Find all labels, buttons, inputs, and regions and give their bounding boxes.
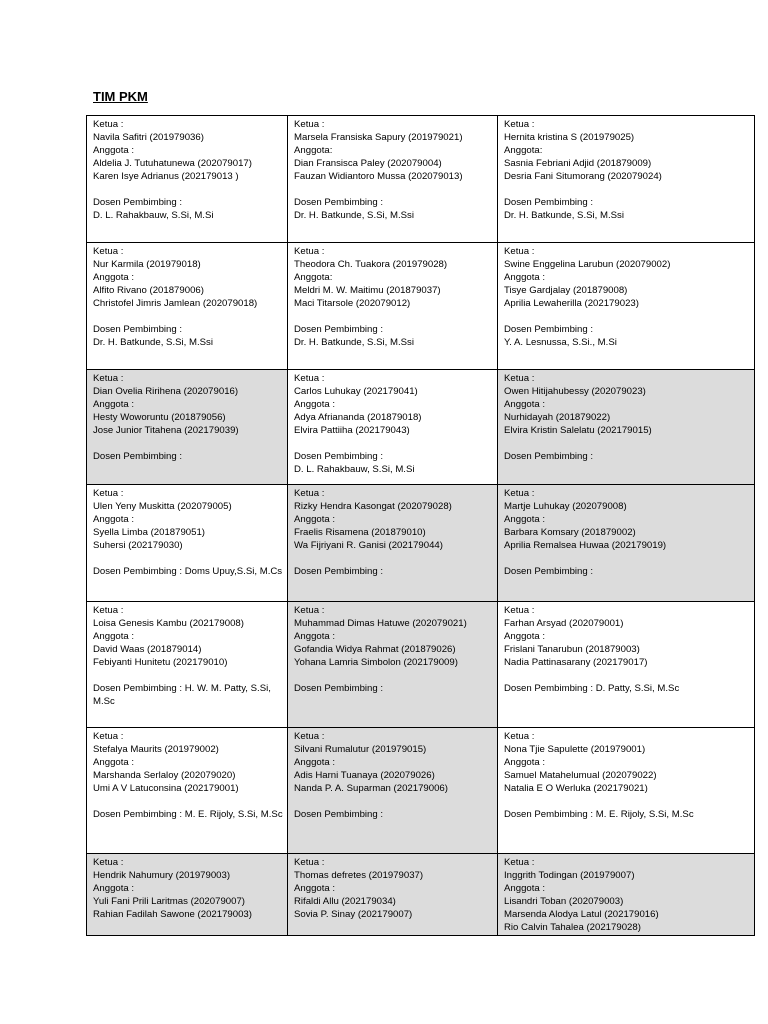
- anggota-name: Syella Limba (201879051): [93, 527, 206, 538]
- anggota-name: Sasnia Febriani Adjid (201879009): [504, 158, 652, 169]
- ketua-label: Ketua :: [294, 246, 325, 257]
- table-row: [87, 854, 755, 936]
- team-cell: [498, 602, 755, 728]
- ketua-name: Nur Karmila (201979018): [93, 259, 201, 270]
- team-cell: [87, 485, 288, 602]
- ketua-label: Ketua :: [504, 857, 535, 868]
- table-row: [87, 728, 755, 854]
- anggota-name: Barbara Komsary (201879002): [504, 527, 636, 538]
- dosen-name: Dr. H. Batkunde, S.Si, M.Ssi: [504, 210, 624, 221]
- anggota-label: Anggota:: [294, 145, 333, 156]
- ketua-label: Ketua :: [294, 119, 325, 130]
- anggota-name: Rifaldi Allu (202179034): [294, 896, 396, 907]
- spacer: [93, 552, 283, 565]
- ketua-label: Ketua :: [294, 605, 325, 616]
- anggota-name: Rahian Fadilah Sawone (202179003): [93, 909, 252, 920]
- anggota-label: Anggota :: [504, 631, 546, 642]
- ketua-label: Ketua :: [93, 246, 124, 257]
- team-table-body: [87, 116, 755, 936]
- spacer: [294, 552, 493, 565]
- dosen-label: Dosen Pembimbing : M. E. Rijoly, S.Si, M.Sc: [93, 809, 283, 820]
- anggota-name: Marshanda Serlaloy (202079020): [93, 770, 236, 781]
- anggota-label: Anggota :: [294, 883, 336, 894]
- ketua-name: Hendrik Nahumury (201979003): [93, 870, 231, 881]
- anggota-name: Elvira Kristin Salelatu (202179015): [504, 425, 652, 436]
- spacer: [294, 669, 493, 682]
- ketua-name: Navila Safitri (201979036): [93, 132, 204, 143]
- dosen-name: Y. A. Lesnussa, S.Si., M.Si: [504, 337, 617, 348]
- ketua-label: Ketua :: [93, 857, 124, 868]
- team-cell: [87, 370, 288, 485]
- anggota-label: Anggota:: [294, 272, 333, 283]
- team-cell: [288, 728, 498, 854]
- anggota-name: Aprilia Lewaherilla (202179023): [504, 298, 639, 309]
- team-cell: [498, 854, 755, 936]
- anggota-label: Anggota :: [504, 399, 546, 410]
- ketua-label: Ketua :: [93, 373, 124, 384]
- anggota-name: Adis Harni Tuanaya (202079026): [294, 770, 435, 781]
- anggota-label: Anggota :: [504, 757, 546, 768]
- anggota-name: Nurhidayah (201879022): [504, 412, 611, 423]
- ketua-name: Silvani Rumalutur (201979015): [294, 744, 427, 755]
- ketua-name: Loisa Genesis Kambu (202179008): [93, 618, 244, 629]
- anggota-name: Lisandri Toban (202079003): [504, 896, 624, 907]
- team-table: [86, 115, 755, 936]
- team-cell: [87, 854, 288, 936]
- spacer: [93, 183, 283, 196]
- anggota-label: Anggota :: [93, 757, 135, 768]
- anggota-name: Gofandia Widya Rahmat (201879026): [294, 644, 456, 655]
- ketua-label: Ketua :: [93, 119, 124, 130]
- dosen-label: Dosen Pembimbing :: [93, 197, 183, 208]
- ketua-name: Owen Hitijahubessy (202079023): [504, 386, 646, 397]
- anggota-name: Hesty Woworuntu (201879056): [93, 412, 226, 423]
- anggota-name: Karen Isye Adrianus (202179013 ): [93, 171, 239, 182]
- spacer: [504, 669, 750, 682]
- spacer: [93, 310, 283, 323]
- anggota-name: Frislani Tanarubun (201879003): [504, 644, 640, 655]
- anggota-name: Sovia P. Sinay (202179007): [294, 909, 413, 920]
- ketua-name: Ulen Yeny Muskitta (202079005): [93, 501, 232, 512]
- anggota-label: Anggota :: [504, 883, 546, 894]
- anggota-label: Anggota :: [93, 399, 135, 410]
- table-row: [87, 485, 755, 602]
- team-cell: [87, 243, 288, 370]
- team-cell: [498, 243, 755, 370]
- dosen-name: D. L. Rahakbauw, S.Si, M.Si: [294, 464, 415, 475]
- anggota-name: Samuel Matahelumual (202079022): [504, 770, 657, 781]
- dosen-label: Dosen Pembimbing :: [294, 809, 384, 820]
- ketua-name: Nona Tjie Sapulette (201979001): [504, 744, 646, 755]
- anggota-name: Dian Fransisca Paley (202079004): [294, 158, 442, 169]
- team-cell: [87, 602, 288, 728]
- ketua-name: Theodora Ch. Tuakora (201979028): [294, 259, 448, 270]
- ketua-label: Ketua :: [504, 119, 535, 130]
- ketua-name: Stefalya Maurits (201979002): [93, 744, 219, 755]
- dosen-name: D. L. Rahakbauw, S.Si, M.Si: [93, 210, 214, 221]
- anggota-label: Anggota :: [504, 514, 546, 525]
- anggota-name: Yohana Lamria Simbolon (202179009): [294, 657, 458, 668]
- anggota-name: Alfito Rivano (201879006): [93, 285, 204, 296]
- anggota-label: Anggota :: [93, 514, 135, 525]
- ketua-name: Martje Luhukay (202079008): [504, 501, 627, 512]
- ketua-name: Inggrith Todingan (201979007): [504, 870, 635, 881]
- team-cell: [87, 728, 288, 854]
- dosen-label: Dosen Pembimbing : H. W. M. Patty, S.Si, M.Sc: [93, 683, 271, 707]
- spacer: [294, 437, 493, 450]
- anggota-label: Anggota :: [93, 883, 135, 894]
- anggota-name: Maci Titarsole (202079012): [294, 298, 411, 309]
- ketua-label: Ketua :: [504, 731, 535, 742]
- anggota-label: Anggota :: [504, 272, 546, 283]
- anggota-name: Jose Junior Titahena (202179039): [93, 425, 239, 436]
- anggota-name: Desria Fani Situmorang (202079024): [504, 171, 662, 182]
- dosen-label: Dosen Pembimbing :: [294, 566, 384, 577]
- anggota-name: Rio Calvin Tahalea (202179028): [504, 922, 641, 933]
- ketua-label: Ketua :: [93, 605, 124, 616]
- anggota-name: Nanda P. A. Suparman (202179006): [294, 783, 448, 794]
- dosen-label: Dosen Pembimbing :: [294, 324, 384, 335]
- ketua-label: Ketua :: [504, 488, 535, 499]
- anggota-name: Fraelis Risamena (201879010): [294, 527, 426, 538]
- anggota-name: David Waas (201879014): [93, 644, 202, 655]
- dosen-label: Dosen Pembimbing :: [294, 197, 384, 208]
- ketua-label: Ketua :: [294, 731, 325, 742]
- anggota-name: Umi A V Latuconsina (202179001): [93, 783, 239, 794]
- ketua-name: Dian Ovelia Ririhena (202079016): [93, 386, 239, 397]
- dosen-label: Dosen Pembimbing :: [294, 451, 384, 462]
- anggota-label: Anggota :: [294, 399, 336, 410]
- ketua-label: Ketua :: [93, 731, 124, 742]
- team-cell: [87, 116, 288, 243]
- anggota-name: Aprilia Remalsea Huwaa (202179019): [504, 540, 667, 551]
- ketua-name: Muhammad Dimas Hatuwe (202079021): [294, 618, 467, 629]
- table-row: [87, 243, 755, 370]
- dosen-label: Dosen Pembimbing : D. Patty, S.Si, M.Sc: [504, 683, 680, 694]
- spacer: [93, 437, 283, 450]
- spacer: [504, 310, 750, 323]
- dosen-label: Dosen Pembimbing :: [294, 683, 384, 694]
- anggota-label: Anggota:: [504, 145, 543, 156]
- ketua-label: Ketua :: [504, 373, 535, 384]
- dosen-name: Dr. H. Batkunde, S.Si, M.Ssi: [294, 337, 414, 348]
- spacer: [294, 795, 493, 808]
- dosen-label: Dosen Pembimbing :: [504, 451, 594, 462]
- ketua-name: Hernita kristina S (201979025): [504, 132, 635, 143]
- ketua-name: Rizky Hendra Kasongat (202079028): [294, 501, 452, 512]
- ketua-label: Ketua :: [93, 488, 124, 499]
- anggota-name: Elvira Pattiiha (202179043): [294, 425, 410, 436]
- team-cell: [288, 243, 498, 370]
- spacer: [504, 795, 750, 808]
- anggota-name: Nadia Pattinasarany (202179017): [504, 657, 648, 668]
- anggota-label: Anggota :: [294, 514, 336, 525]
- team-cell: [498, 116, 755, 243]
- dosen-label: Dosen Pembimbing :: [93, 324, 183, 335]
- anggota-name: Wa Fijriyani R. Ganisi (202179044): [294, 540, 443, 551]
- team-cell: [288, 854, 498, 936]
- team-cell: [288, 485, 498, 602]
- spacer: [504, 183, 750, 196]
- anggota-name: Aldelia J. Tutuhatunewa (202079017): [93, 158, 252, 169]
- team-cell: [288, 602, 498, 728]
- ketua-name: Marsela Fransiska Sapury (201979021): [294, 132, 463, 143]
- team-cell: [288, 370, 498, 485]
- ketua-label: Ketua :: [504, 246, 535, 257]
- dosen-label: Dosen Pembimbing :: [504, 324, 594, 335]
- team-cell: [498, 728, 755, 854]
- team-cell: [498, 485, 755, 602]
- table-row: [87, 116, 755, 243]
- anggota-label: Anggota :: [93, 145, 135, 156]
- dosen-label: Dosen Pembimbing : Doms Upuy,S.Si, M.Cs: [93, 566, 283, 577]
- spacer: [93, 669, 283, 682]
- spacer: [93, 795, 283, 808]
- anggota-name: Fauzan Widiantoro Mussa (202079013): [294, 171, 463, 182]
- ketua-label: Ketua :: [294, 488, 325, 499]
- ketua-name: Thomas defretes (201979037): [294, 870, 424, 881]
- anggota-name: Marsenda Alodya Latul (202179016): [504, 909, 659, 920]
- dosen-label: Dosen Pembimbing :: [93, 451, 183, 462]
- dosen-name: Dr. H. Batkunde, S.Si, M.Ssi: [93, 337, 213, 348]
- team-cell: [288, 116, 498, 243]
- table-row: [87, 602, 755, 728]
- table-row: [87, 370, 755, 485]
- dosen-label: Dosen Pembimbing :: [504, 197, 594, 208]
- spacer: [294, 310, 493, 323]
- anggota-label: Anggota :: [93, 272, 135, 283]
- ketua-label: Ketua :: [294, 373, 325, 384]
- anggota-label: Anggota :: [294, 757, 336, 768]
- spacer: [294, 183, 493, 196]
- anggota-name: Christofel Jimris Jamlean (202079018): [93, 298, 258, 309]
- anggota-name: Suhersi (202179030): [93, 540, 183, 551]
- ketua-label: Ketua :: [294, 857, 325, 868]
- dosen-name: Dr. H. Batkunde, S.Si, M.Ssi: [294, 210, 414, 221]
- page-title: TIM PKM: [93, 89, 148, 104]
- anggota-name: Meldri M. W. Maitimu (201879037): [294, 285, 441, 296]
- anggota-name: Tisye Gardjalay (201879008): [504, 285, 628, 296]
- spacer: [504, 552, 750, 565]
- ketua-name: Farhan Arsyad (202079001): [504, 618, 624, 629]
- anggota-name: Febiyanti Hunitetu (202179010): [93, 657, 228, 668]
- anggota-label: Anggota :: [93, 631, 135, 642]
- anggota-name: Adya Afriananda (201879018): [294, 412, 422, 423]
- team-cell: [498, 370, 755, 485]
- anggota-label: Anggota :: [294, 631, 336, 642]
- ketua-name: Carlos Luhukay (202179041): [294, 386, 418, 397]
- anggota-name: Natalia E O Werluka (202179021): [504, 783, 648, 794]
- anggota-name: Yuli Fani Prili Laritmas (202079007): [93, 896, 245, 907]
- spacer: [504, 437, 750, 450]
- dosen-label: Dosen Pembimbing :: [504, 566, 594, 577]
- ketua-name: Swine Enggelina Larubun (202079002): [504, 259, 671, 270]
- ketua-label: Ketua :: [504, 605, 535, 616]
- dosen-label: Dosen Pembimbing : M. E. Rijoly, S.Si, M.Sc: [504, 809, 694, 820]
